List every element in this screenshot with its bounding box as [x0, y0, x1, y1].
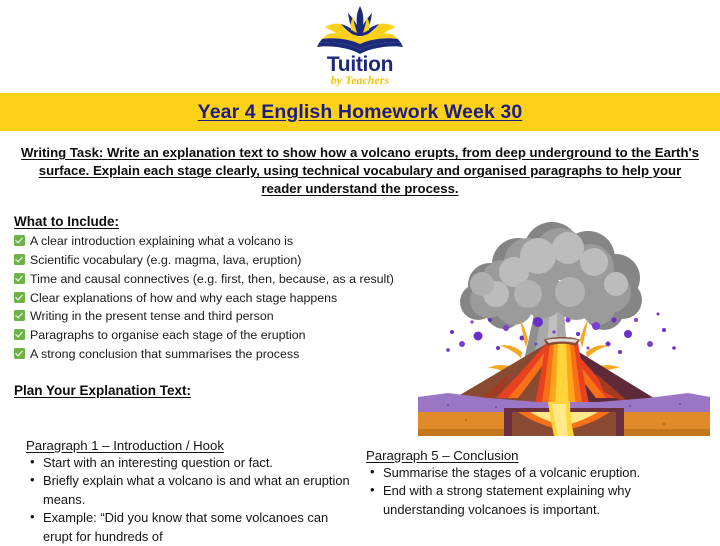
- list-item: [14, 326, 459, 345]
- paragraph-1-bullets: [26, 454, 356, 546]
- list-item-label: Writing in the present tense and third person: [30, 309, 274, 324]
- check-icon: [14, 292, 25, 303]
- list-item-label: Clear explanations of how and why each stage happens: [30, 290, 338, 305]
- open-book-flame-logo-icon: [308, 3, 412, 55]
- list-item-label: Time and causal connectives (e.g. first, then, because, as a result): [30, 271, 394, 286]
- include-checklist: [14, 232, 459, 364]
- paragraph-1-block: [26, 438, 356, 546]
- check-icon: [14, 273, 25, 284]
- list-item: • Summarise the stages of a volcanic eruption.: [366, 464, 706, 482]
- paragraph-5-title: Paragraph 5 – Conclusion: [366, 448, 519, 463]
- ash-cloud-group: [460, 222, 642, 356]
- check-icon: [14, 310, 25, 321]
- paragraph-5-block: [366, 448, 706, 519]
- title-banner: [0, 93, 720, 131]
- brand-logo: [304, 3, 416, 91]
- list-item: [14, 307, 459, 326]
- paragraph-1-title: Paragraph 1 – Introduction / Hook: [26, 438, 224, 453]
- logo-wordmark: Tuition: [326, 52, 394, 76]
- check-icon: [14, 329, 25, 340]
- page-title: Year 4 English Homework Week 30: [197, 100, 523, 123]
- list-item: • End with a strong statement explaining why understanding volcanoes is important.: [366, 482, 706, 519]
- list-item: [14, 251, 459, 270]
- paragraph-5-bullets: [366, 464, 706, 519]
- logo-header: [0, 0, 720, 93]
- list-item-label: Scientific vocabulary (e.g. magma, lava, eruption): [30, 252, 302, 267]
- check-icon: [14, 348, 25, 359]
- erupting-volcano-illustration: [418, 222, 710, 437]
- list-item-label: A strong conclusion that summarises the process: [30, 347, 300, 362]
- list-item: [14, 289, 459, 308]
- logo-tagline: by Teachers: [330, 74, 390, 87]
- list-item-label: Paragraphs to organise each stage of the eruption: [30, 328, 306, 343]
- plan-section-heading: Plan Your Explanation Text:: [14, 383, 192, 398]
- check-icon: [14, 235, 25, 246]
- list-item: [14, 270, 459, 289]
- what-to-include-section: [14, 214, 459, 364]
- what-to-include-heading: What to Include:: [14, 214, 119, 229]
- writing-task-text: Writing Task: Write an explanation text to show how a volcano erupts, from deep underground to the Earth's surface. Explain each stage clearly, using technical vocabulary and organised paragraphs to help your reader understand the process.: [21, 145, 699, 197]
- list-item-label: A clear introduction explaining what a volcano is: [30, 234, 294, 248]
- list-item: [14, 345, 459, 364]
- list-item: • Start with an interesting question or fact.: [26, 454, 356, 472]
- list-item: • Example: “Did you know that some volcanoes can erupt for hundreds of: [26, 509, 356, 546]
- list-item: • Briefly explain what a volcano is and what an eruption means.: [26, 472, 356, 509]
- list-item: [14, 232, 459, 251]
- check-icon: [14, 254, 25, 265]
